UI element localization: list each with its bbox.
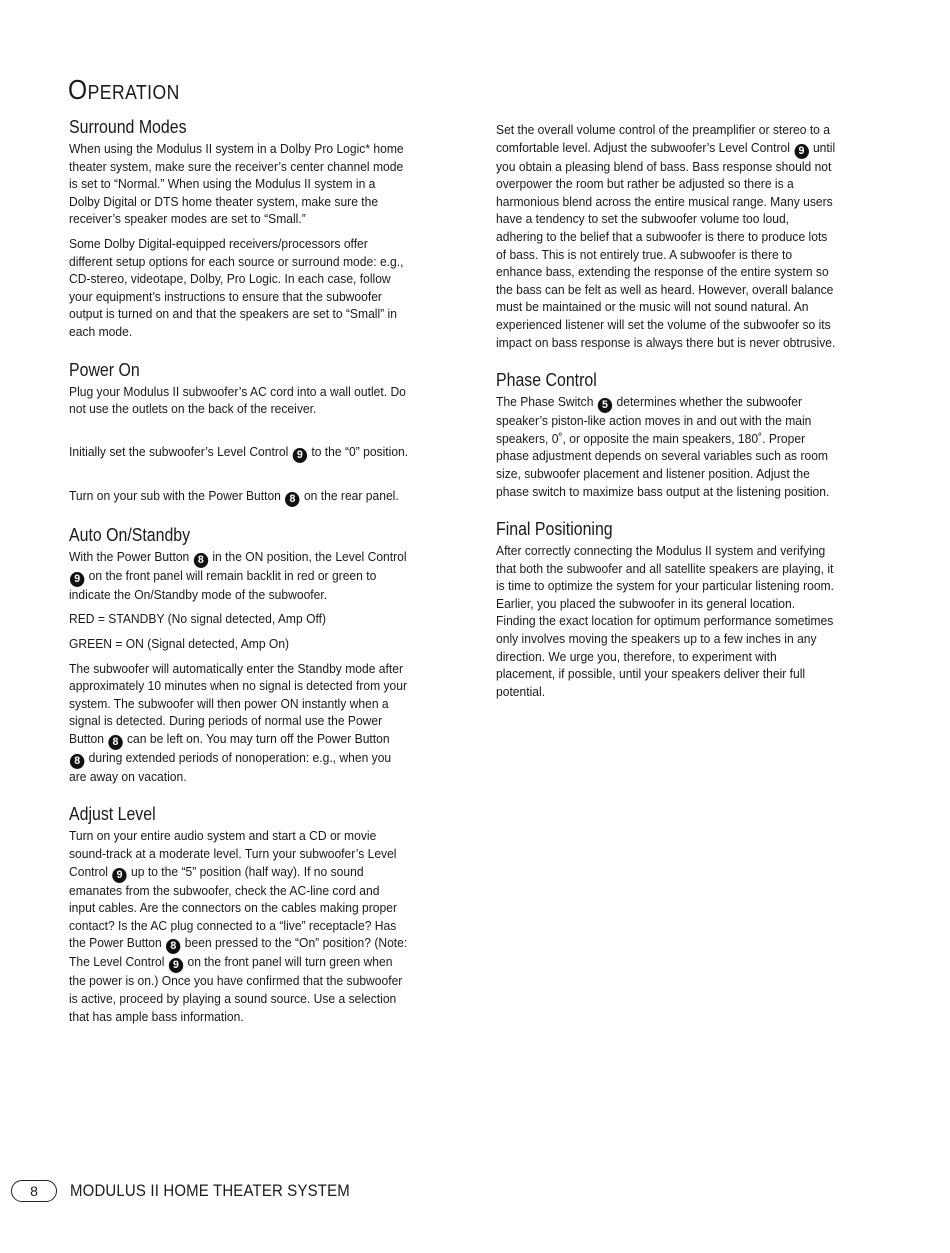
phase-switch-callout-icon: 5 bbox=[598, 398, 612, 413]
auto-paragraph-1: With the Power Button 8 in the ON position, the Level Control 9 on the front panel will remain backlit in red or green to indicate the On/Standby mode of the subwoofer. bbox=[69, 549, 407, 602]
surround-paragraph-1: When using the Modulus II system in a Dolby Pro Logic* home theater system, make sure the receiver’s center channel mode is set to “Normal.” When using the Modulus II system in a Dolby Digital or DTS home theater system, make sure the receiver’s speaker modes are set to “Small.” bbox=[69, 142, 404, 227]
page-number-badge bbox=[11, 1180, 57, 1202]
page-number: 8 bbox=[30, 1183, 38, 1199]
level-control-callout-icon: 9 bbox=[794, 144, 808, 159]
auto-green-status: GREEN = ON (Signal detected, Amp On) bbox=[69, 636, 290, 651]
heading-power-on: Power On bbox=[69, 359, 140, 380]
footer-title: MODULUS II HOME THEATER SYSTEM bbox=[70, 1181, 350, 1200]
auto-paragraph-2: The subwoofer will automatically enter the Standby mode after approximately 10 minutes when no signal is detected from your system. The subwoofer will then power ON instantly when a signal is detected. During periods of normal use the Power Button 8 can be left on. You may turn off the Power Button 8 during extended periods of nonoperation: e.g., when you are away on vacation. bbox=[69, 661, 408, 784]
power-on-paragraph-2: Initially set the subwoofer’s Level Control 9 to the “0” position. bbox=[69, 444, 409, 461]
heading-final-positioning: Final Positioning bbox=[496, 519, 613, 540]
power-on-paragraph-1: Plug your Modulus II subwoofer’s AC cord into a wall outlet. Do not use the outlets on the back of the receiver. bbox=[69, 384, 406, 417]
power-button-callout-icon: 8 bbox=[166, 939, 180, 954]
right-column bbox=[496, 122, 836, 708]
level-control-callout-icon: 9 bbox=[112, 868, 126, 883]
power-button-callout-icon: 8 bbox=[108, 735, 122, 750]
power-button-callout-icon: 8 bbox=[285, 492, 299, 507]
heading-auto-standby: Auto On/Standby bbox=[69, 524, 191, 545]
page-title-initial: O bbox=[68, 74, 88, 105]
auto-red-status: RED = STANDBY (No signal detected, Amp Off) bbox=[69, 612, 327, 627]
power-button-callout-icon: 8 bbox=[70, 754, 84, 769]
power-on-paragraph-3: Turn on your sub with the Power Button 8 on the rear panel. bbox=[69, 488, 399, 505]
heading-phase-control: Phase Control bbox=[496, 370, 597, 391]
level-control-callout-icon: 9 bbox=[293, 448, 307, 463]
surround-paragraph-2: Some Dolby Digital-equipped receivers/processors offer different setup options for each source or surround mode: e.g., CD-stereo, videotape, Dolby, Pro Logic. In each case, follow your equipment’s instructions to ensure that the subwoofer output is turned on and that the speakers are set to “Small” in each mode. bbox=[69, 236, 404, 339]
page-title bbox=[68, 74, 180, 106]
final-paragraph: After correctly connecting the Modulus II system and verifying that both the subwoofer and all satellite speakers are playing, it is time to optimize the system for your particular listening room. Earlier, you placed the subwoofer in its general location. Finding the exact location for optimum performance sometimes only involves moving the speakers up to a few inches in any direction. We urge you, therefore, to experiment with placement, if possible, until your speakers deliver their full potential. bbox=[496, 544, 834, 699]
level-control-callout-icon: 9 bbox=[169, 958, 183, 973]
level-control-callout-icon: 9 bbox=[70, 572, 84, 587]
heading-adjust-level: Adjust Level bbox=[69, 804, 156, 825]
left-column bbox=[69, 116, 409, 1033]
page-title-rest: PERATION bbox=[87, 82, 180, 104]
heading-surround-modes: Surround Modes bbox=[69, 117, 187, 137]
power-button-callout-icon: 8 bbox=[194, 553, 208, 568]
page-footer bbox=[11, 1179, 388, 1203]
volume-paragraph: Set the overall volume control of the preamplifier or stereo to a comfortable level. Adjust the subwoofer’s Level Control 9 until you obtain a pleasing blend of bass. Bass response should not overpower the room but rather be adjusted so there is a harmonious blend across the entire musical range. Many users have a tendency to set the subwoofer volume too loud, adhering to the belief that a subwoofer is there to produce lots of bass. This is not entirely true. A subwoofer is there to enhance bass, extending the response of the entire system so the bass can be felt as well as heard. However, overall balance must be maintained or the music will not sound natural. An experienced listener will set the volume of the subwoofer so its impact on bass response is always there but is never obtrusive. bbox=[496, 123, 836, 350]
adjust-paragraph-1: Turn on your entire audio system and start a CD or movie sound-track at a moderate level. Turn your subwoofer’s Level Control 9 up to the “5” position (half way). If no sound emanates from the subwoofer, check the AC-line cord and input cables. Are the connectors on the cables making proper contact? Is the AC plug connected to a “live” receptacle? Has the Power Button 8 been pressed to the “On” position? (Note: The Level Control 9 on the front panel will turn green when the power is on.) Once you have confirmed that the subwoofer is active, proceed by playing a sound source. Use a selection that has ample bass information. bbox=[69, 829, 408, 1024]
phase-paragraph: The Phase Switch 5 determines whether the subwoofer speaker’s piston-like action moves in and out with the main speakers, 0˚, or opposite the main speakers, 180˚. Proper phase adjustment depends on several variables such as room size, subwoofer placement and listener position. Adjust the phase switch to maximize bass output at the listening position. bbox=[496, 395, 830, 499]
